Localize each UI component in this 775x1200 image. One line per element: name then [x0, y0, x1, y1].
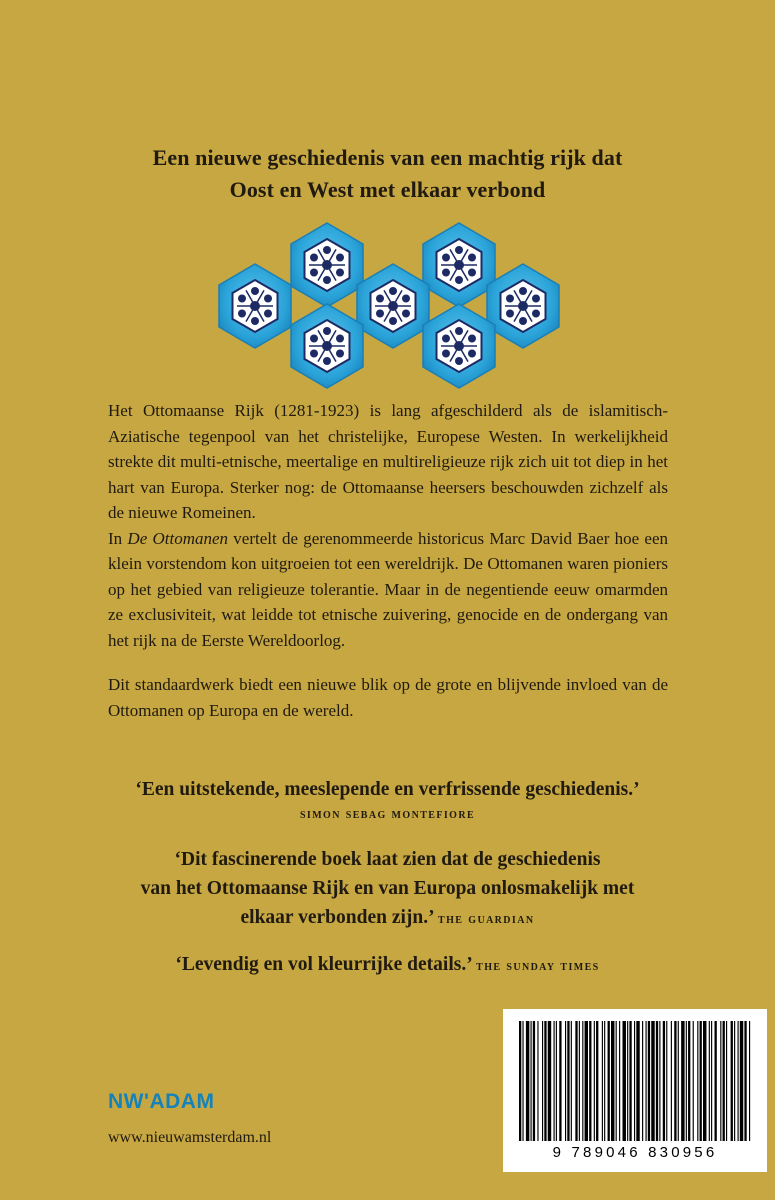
isbn-barcode [503, 1009, 767, 1172]
barcode-bar [559, 1021, 561, 1141]
quote-1-source: simon sebag montefiore [299, 807, 476, 822]
barcode-bar [537, 1021, 538, 1141]
quote-3-text: ‘Levendig en vol kleurrijke details.’ [175, 954, 472, 975]
barcode-bar [709, 1021, 710, 1141]
book-title-inline: De Ottomanen [127, 528, 229, 548]
barcode-bar [648, 1021, 650, 1141]
review-quote-1 [0, 775, 775, 826]
quote-3-source: the sunday times [476, 959, 600, 974]
publisher-url: www.nieuwamsterdam.nl [108, 1129, 272, 1146]
barcode-bar [711, 1021, 712, 1141]
barcode-bar [567, 1021, 569, 1141]
barcode-bar [651, 1021, 654, 1141]
barcode-bar [627, 1021, 628, 1141]
blurb-paragraph-2 [108, 526, 668, 654]
barcode-bar [554, 1021, 555, 1141]
barcode-bar [596, 1021, 598, 1141]
barcode-bar [720, 1021, 721, 1141]
barcode-bar [526, 1021, 529, 1141]
barcode-bar [688, 1021, 690, 1141]
barcode-bar [602, 1021, 603, 1141]
quote-2-line-2: van het Ottomaanse Rijk en van Europa onlosmakelijk met [140, 878, 635, 899]
blurb [108, 398, 668, 723]
barcode-bar [740, 1021, 743, 1141]
barcode-bar [565, 1021, 566, 1141]
barcode-bar [542, 1021, 543, 1141]
barcode-bar [663, 1021, 665, 1141]
barcode-bar [611, 1021, 614, 1141]
blurb-p2-rest: vertelt de gerenommeerde historicus Marc David Baer hoe een klein vorstendom kon uitgroeien tot een wereldrijk. De Ottomanen waren pioniers op het gebied van religieuze tolerantie. Maar in de negentiende eeuw omarmden ze exclusiviteit, wat leidde tot etnische zuivering, genocide en de ondergang van het rijk na de Eerste Wereldoorlog. [108, 528, 668, 650]
barcode-bar [579, 1021, 580, 1141]
barcode-bar [582, 1021, 583, 1141]
barcode-bar [697, 1021, 698, 1141]
barcode-bar [731, 1021, 733, 1141]
barcode-bar [636, 1021, 639, 1141]
headline-line-1: Een nieuwe geschiedenis van een machtig rijk dat [152, 145, 623, 170]
barcode-bar [608, 1021, 610, 1141]
blurb-p2-prefix: In [108, 528, 128, 548]
isbn-number: 9 789046 830956 [552, 1144, 718, 1161]
barcode-bar [726, 1021, 727, 1141]
barcode-bar [715, 1021, 717, 1141]
barcode-bar [556, 1021, 557, 1141]
quote-2-source: the guardian [438, 912, 535, 927]
barcode-bar [548, 1021, 551, 1141]
blurb-paragraph-3: Dit standaardwerk biedt een nieuwe blik op de grote en blijvende invloed van de Ottomanen op Europa en de wereld. [108, 675, 668, 720]
barcode-bar [575, 1021, 577, 1141]
quote-2-line-3-text: elkaar verbonden zijn.’ [240, 907, 434, 928]
barcode-bar [700, 1021, 702, 1141]
barcode-bar [571, 1021, 572, 1141]
hexagonal-tile-pattern-icon [215, 220, 565, 390]
barcode-bar [723, 1021, 725, 1141]
barcode-bar [646, 1021, 647, 1141]
barcode-bar [619, 1021, 620, 1141]
barcode-bar [738, 1021, 739, 1141]
headline-line-2: Oost en West met elkaar verbond [229, 177, 546, 202]
barcode-bars [517, 1021, 753, 1143]
cover-headline [0, 142, 775, 206]
barcode-bar [693, 1021, 694, 1141]
review-quote-3 [0, 950, 775, 981]
barcode-bar [642, 1021, 643, 1141]
barcode-bar [666, 1021, 667, 1141]
barcode-bar [522, 1021, 523, 1141]
blurb-paragraph-1: Het Ottomaanse Rijk (1281-1923) is lang afgeschilderd als de islamitisch-Aziatische tegenpool van het christelijke, Europese Westen. In werkelijkheid strekte dit multi-etnische, meertalige en multireligieuze rijk zich uit tot diep in het hart van Europa. Sterker nog: de Ottomaanse heersers beschouwden zichzelf als de nieuwe Romeinen. [108, 401, 668, 522]
barcode-bar [623, 1021, 626, 1141]
barcode-bar [656, 1021, 658, 1141]
barcode-bar [533, 1021, 535, 1141]
barcode-bar [686, 1021, 687, 1141]
barcode-bar [681, 1021, 684, 1141]
quote-2-line-3 [0, 903, 775, 934]
barcode-bar [544, 1021, 546, 1141]
review-quote-2 [0, 845, 775, 934]
barcode-bar [744, 1021, 746, 1141]
barcode-bar [678, 1021, 679, 1141]
quote-1-text: ‘Een uitstekende, meeslepende en verfrissende geschiedenis.’ [135, 779, 640, 800]
barcode-bar [594, 1021, 595, 1141]
barcode-bar [749, 1021, 750, 1141]
barcode-bar [585, 1021, 588, 1141]
barcode-bar [531, 1021, 532, 1141]
barcode-bar [616, 1021, 617, 1141]
barcode-bar [674, 1021, 676, 1141]
barcode-bar [703, 1021, 706, 1141]
barcode-bar [604, 1021, 605, 1141]
barcode-bar [519, 1021, 521, 1141]
publisher-logo: NW'ADAM [108, 1090, 215, 1113]
quote-2-line-1: ‘Dit fascinerende boek laat zien dat de geschiedenis [174, 849, 601, 870]
barcode-bar [634, 1021, 635, 1141]
barcode-bar [589, 1021, 591, 1141]
barcode-bar [659, 1021, 660, 1141]
barcode-bar [671, 1021, 672, 1141]
barcode-bar [734, 1021, 735, 1141]
barcode-bar [629, 1021, 631, 1141]
